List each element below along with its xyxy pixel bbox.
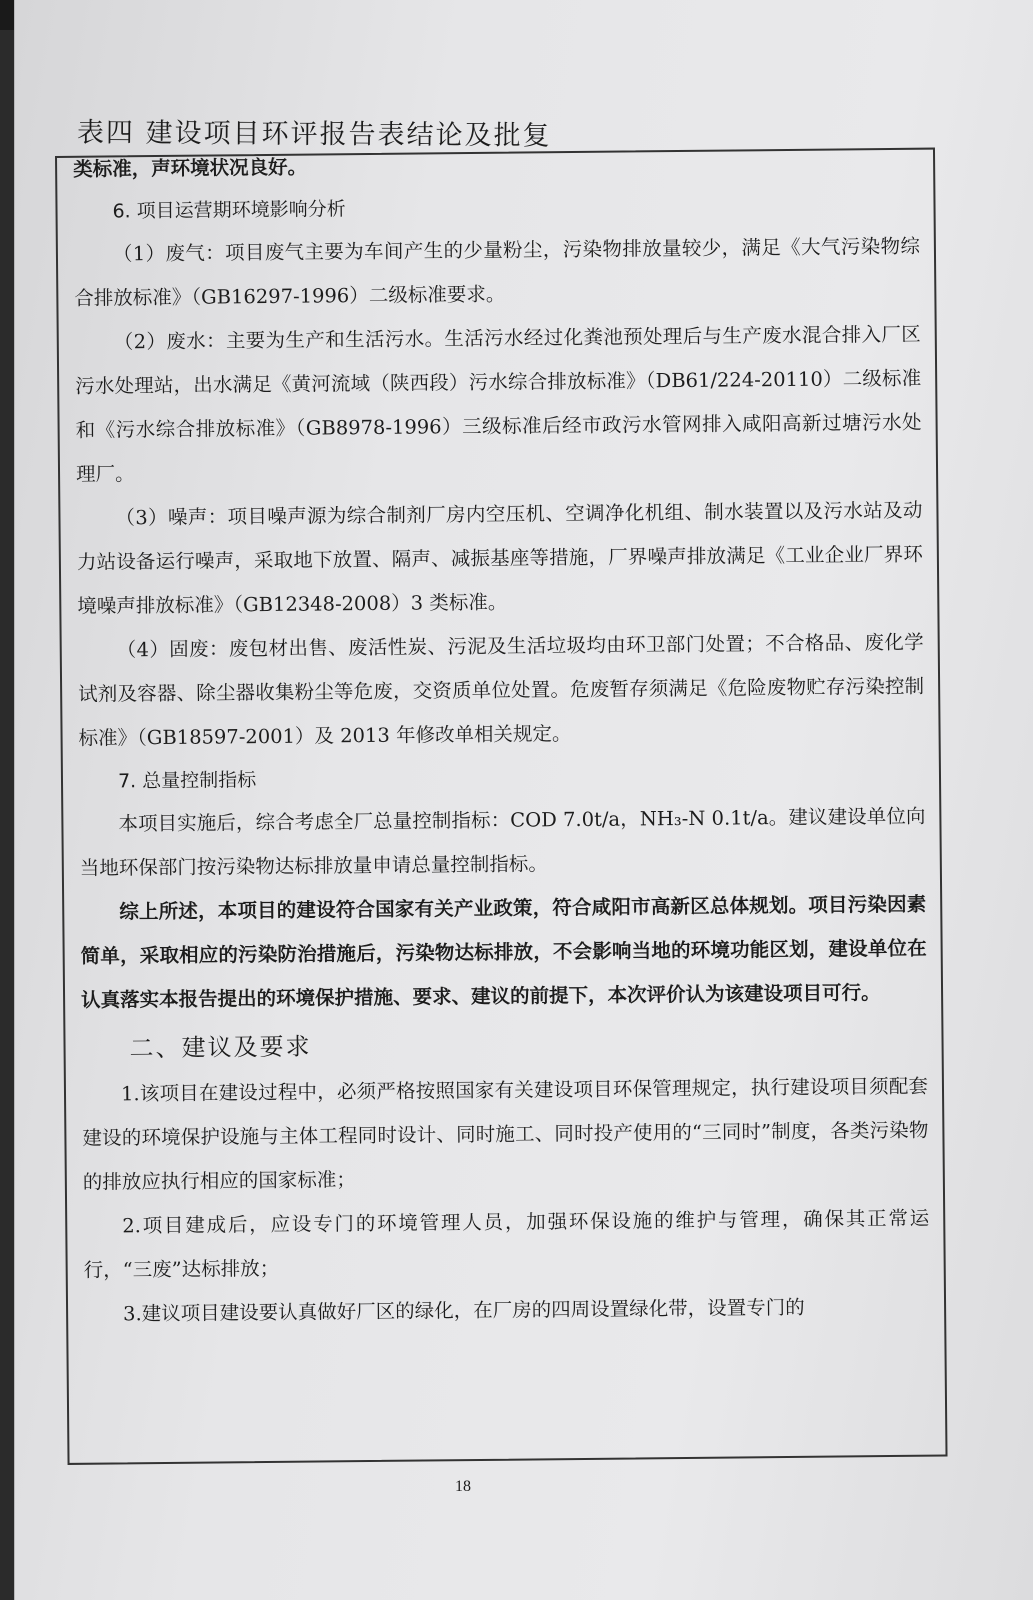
paragraph-conclusion: 综上所述，本项目的建设符合国家有关产业政策，符合咸阳市高新区总体规划。项目污染因素简单，采取相应的污染防治措施后，污染物达标排放，不会影响当地的环境功能区划，建设单位在认真落实本报告提出的环境保护措施、要求、建议的前提下，本次评价认为该建设项目可行。 [80, 892, 927, 1012]
paragraph-wastewater: （2）废水：主要为生产和生活污水。生活污水经过化粪池预处理后与生产废水混合排入厂区污水处理站，出水满足《黄河流域（陕西段）污水综合排放标准》（DB61/224-20110）二级标准和《污水综合排放标准》（GB8978-1996）三级标准后经市政污水管网排入咸阳高新过塘污水处理厂。 [75, 322, 922, 486]
paragraph-solid-waste: （4）固废：废包材出售、废活性炭、污泥及生活垃圾均由环卫部门处置；不合格品、废化学试剂及容器、除尘器收集粉尘等危废，交资质单位处置。危废暂存须满足《危险废物贮存污染控制标准》（GB18597-2001）及 2013 年修改单相关规定。 [78, 630, 925, 750]
document-title: 表四 建设项目环评报告表结论及批复 [76, 117, 552, 152]
paragraph-total-control: 本项目实施后，综合考虑全厂总量控制指标：COD 7.0t/a，NH₃-N 0.1t/a。建议建设单位向当地环保部门按污染物达标排放量申请总量控制指标。 [79, 804, 926, 880]
table-frame [55, 148, 948, 1465]
suggestion-2: 2.项目建成后，应设专门的环境管理人员，加强环保设施的维护与管理，确保其正常运行，“三废”达标排放； [83, 1206, 930, 1282]
paragraph-noise: （3）噪声：项目噪声源为综合制剂厂房内空压机、空调净化机组、制水装置以及污水站及动力站设备运行噪声，采取地下放置、隔声、减振基座等措施，厂界噪声排放满足《工业企业厂界环境噪声排放标准》（GB12348-2008）3 类标准。 [76, 498, 923, 618]
table-content [57, 150, 944, 1337]
section-2-heading: 二、建议及要求 [129, 1032, 312, 1063]
section-7-heading: 7. 总量控制指标 [117, 769, 257, 793]
section-6-heading: 6. 项目运营期环境影响分析 [112, 198, 346, 223]
page-number: 18 [455, 1478, 471, 1495]
suggestion-1: 1.该项目在建设过程中，必须严格按照国家有关建设项目环保管理规定，执行建设项目须配套建设的环境保护设施与主体工程同时设计、同时施工、同时投产使用的“三同时”制度，各类污染物的排放应执行相应的国家标准； [82, 1074, 929, 1194]
paragraph-exhaust-gas: （1）废气：项目废气主要为车间产生的少量粉尘，污染物排放量较少，满足《大气污染物综合排放标准》（GB16297-1996）二级标准要求。 [74, 234, 921, 310]
continuation-text: 类标准，声环境状况良好。 [73, 155, 308, 181]
suggestion-3: 3.建议项目建设要认真做好厂区的绿化，在厂房的四周设置绿化带，设置专门的 [123, 1295, 805, 1326]
document-page [14, 0, 1033, 1600]
